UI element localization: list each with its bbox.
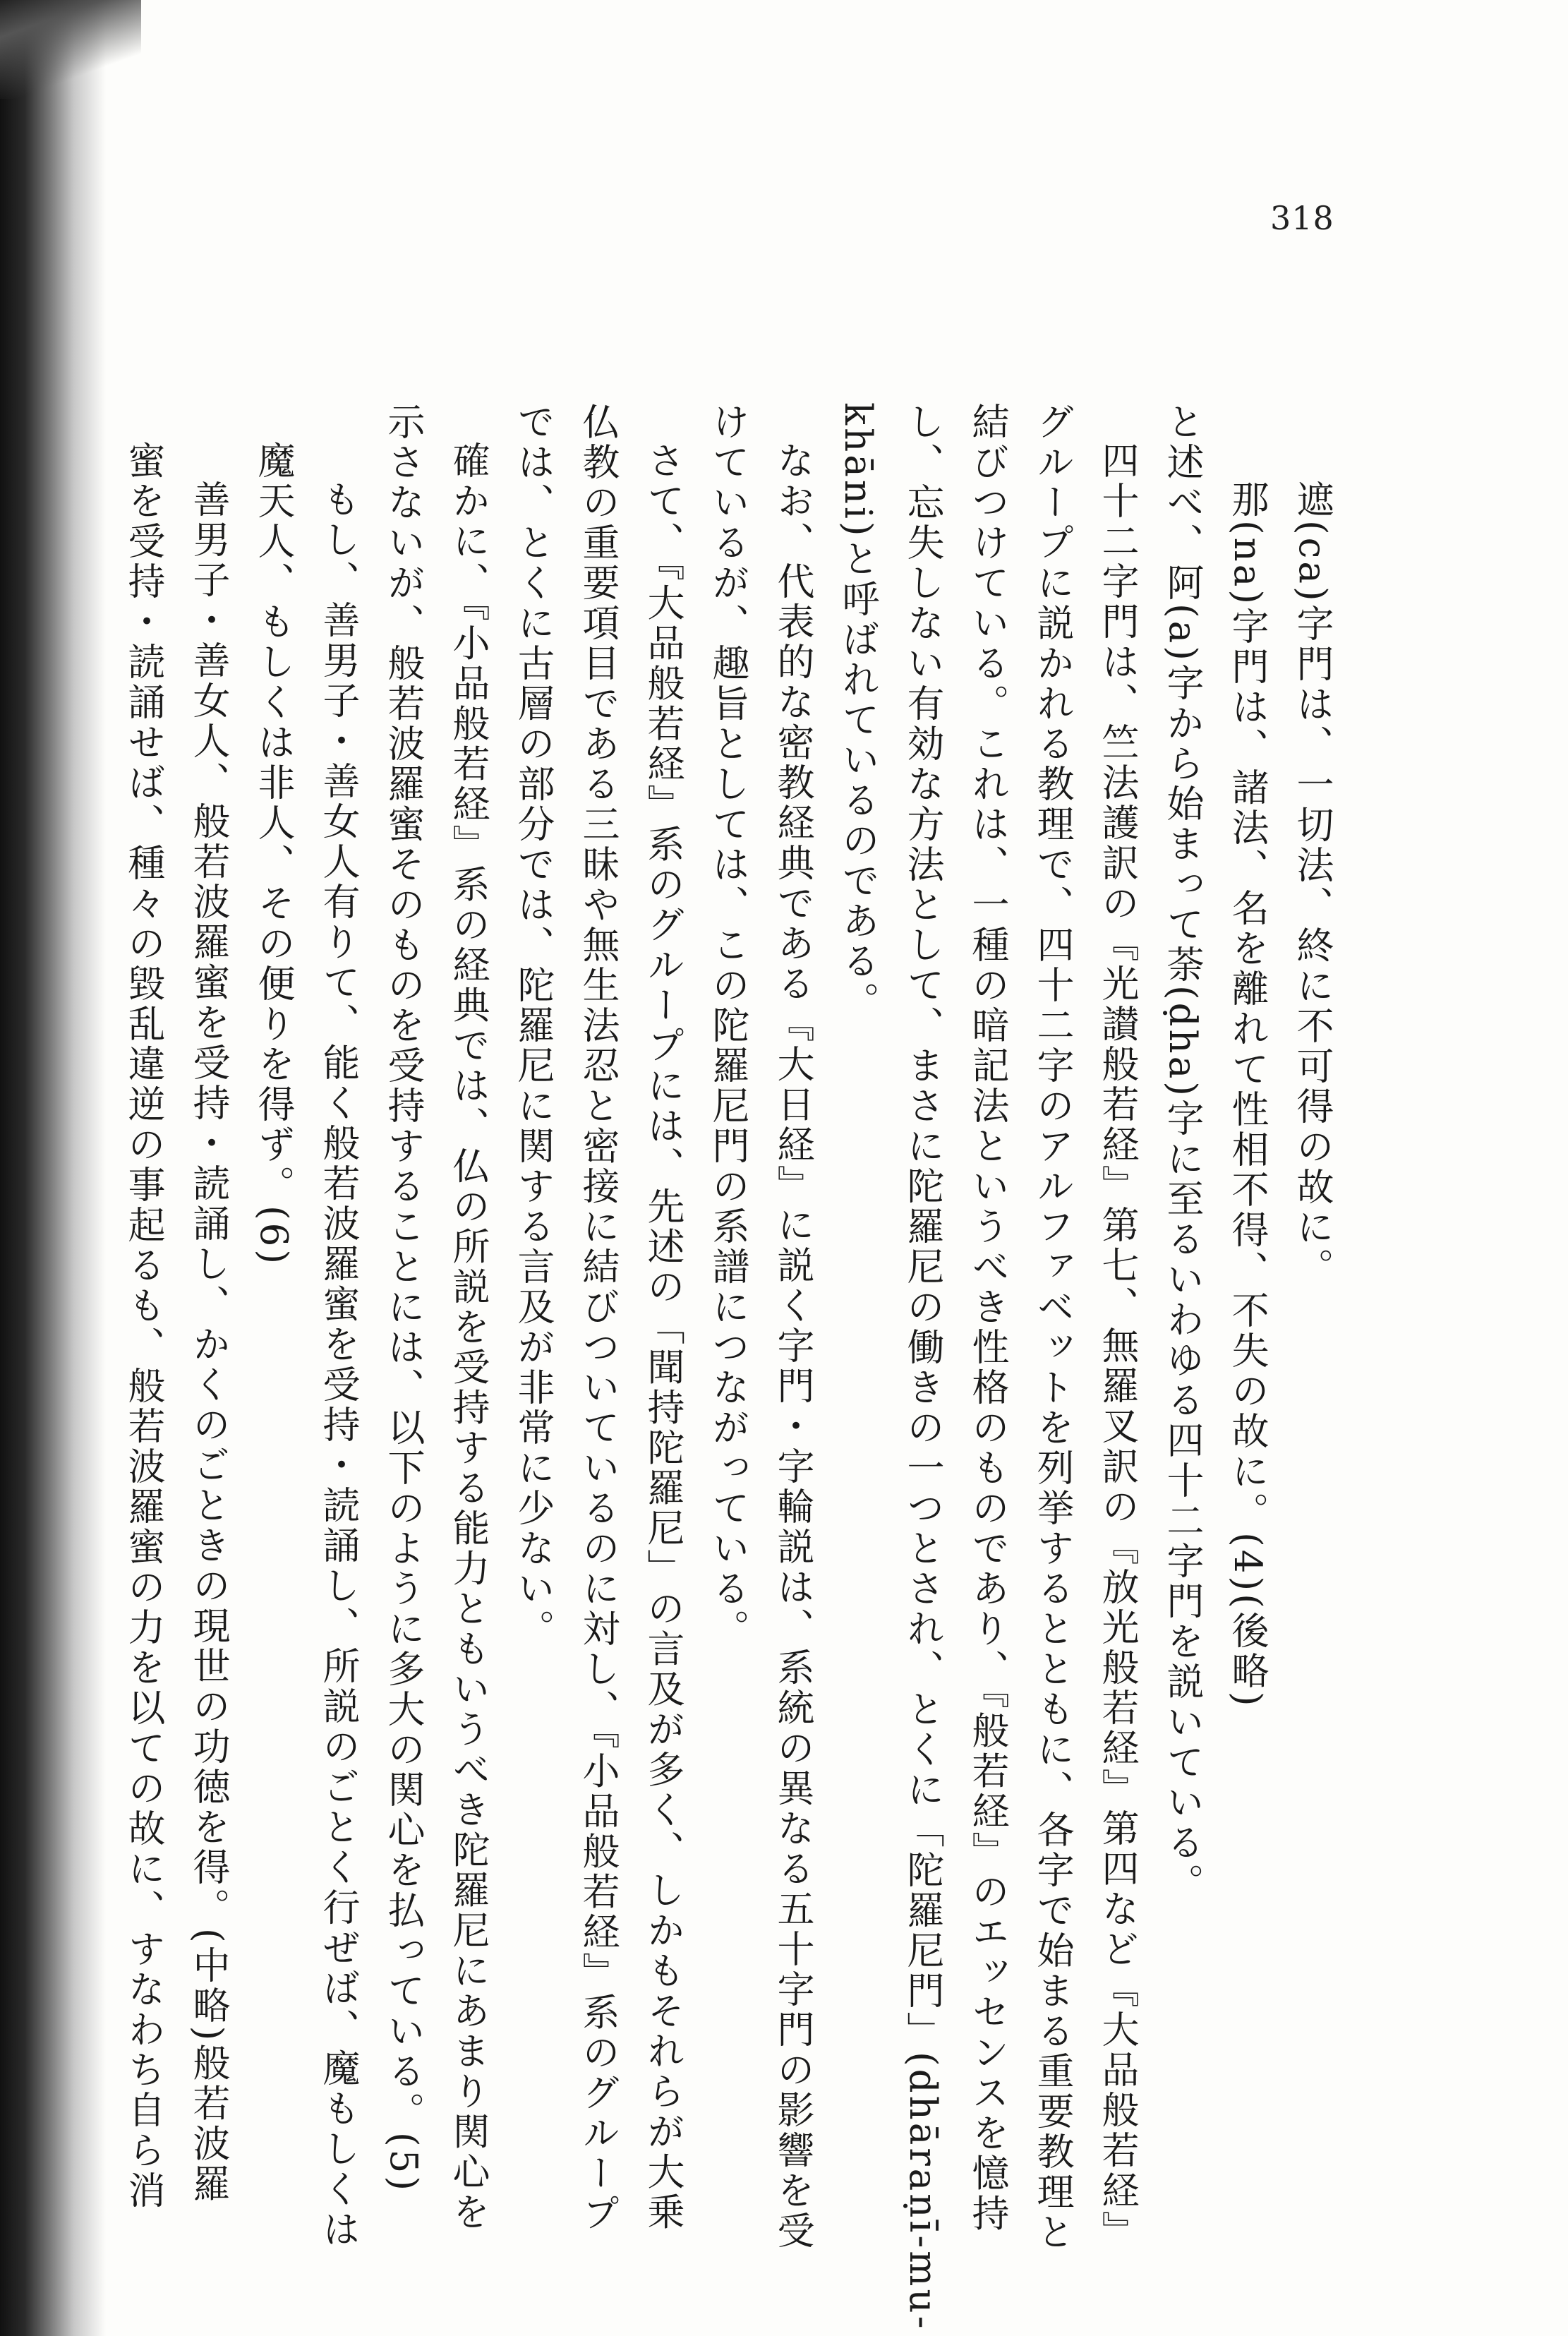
quote-line-2: 那(na)字門は、諸法、名を離れて性相不得、不失の故に。(4)(後略) bbox=[1226, 480, 1269, 1709]
body-line-8: けているが、趣旨としては、この陀羅尼門の系譜につながっている。 bbox=[706, 402, 749, 1649]
body-line-2: 四十二字門は、竺法護訳の『光讃般若経』第七、無羅叉訳の『放光般若経』第四など『大品般若経』 bbox=[1096, 441, 1139, 2251]
body-line-7: なお、代表的な密教経典である『大日経』に説く字門・字輪説は、系統の異なる五十字門の影響を受 bbox=[771, 441, 814, 2251]
body-line-4: 結びつけている。これは、一種の暗記法というべき性格のものであり、『般若経』のエッセンスを憶持 bbox=[966, 402, 1009, 2234]
quote-line-5: 善男子・善女人、般若波羅蜜を受持・読誦し、かくのごときの現世の功徳を得。(中略)般若波羅 bbox=[187, 480, 230, 2205]
scan-edge-shadow bbox=[0, 0, 106, 2336]
body-line-12: 確かに、『小品般若経』系の経典では、仏の所説を受持する能力ともいうべき陀羅尼にあまり関心を bbox=[447, 441, 490, 2233]
body-line-1: と述べ、阿(a)字から始まって荼(ḍha)字に至るいわゆる四十二字門を説いている。 bbox=[1161, 402, 1204, 1903]
body-line-6: khāni)と呼ばれているのである。 bbox=[836, 402, 879, 1022]
body-line-11: では、とくに古層の部分では、陀羅尼に関する言及が非常に少ない。 bbox=[512, 402, 555, 1649]
page-number: 318 bbox=[1270, 199, 1334, 237]
quote-line-4: 魔天人、もしくは非人、その便りを得ず。(6) bbox=[252, 441, 295, 1268]
body-line-3: グループに説かれる教理で、四十二字のアルファベットを列挙するとともに、各字で始まる重要教理と bbox=[1031, 402, 1074, 2253]
scan-corner-shadow bbox=[0, 0, 141, 99]
quote-line-1: 遮(ca)字門は、一切法、終に不可得の故に。 bbox=[1291, 480, 1334, 1288]
quote-line-3: もし、善男子・善女人有りて、能く般若波羅蜜を受持・読誦し、所説のごとく行ぜば、魔もしくは bbox=[317, 480, 360, 2250]
vertical-text-body bbox=[120, 402, 1334, 2332]
body-line-9: さて、『大品般若経』系のグループには、先述の「聞持陀羅尼」の言及が多く、しかもそれらが大乗 bbox=[641, 441, 685, 2233]
body-line-10: 仏教の重要項目である三昧や無生法忍と密接に結びついているのに対し、『小品般若経』系のグループ bbox=[577, 402, 620, 2234]
body-line-5: し、忘失しない有効な方法として、まさに陀羅尼の働きの一つとされ、とくに「陀羅尼門」(dhāraṇī-mu- bbox=[901, 402, 944, 2332]
quote-line-6: 蜜を受持・読誦せば、種々の毀乱違逆の事起るも、般若波羅蜜の力を以ての故に、すなわち自ら消 bbox=[122, 441, 165, 2211]
body-line-13: 示さないが、般若波羅蜜そのものを受持することには、以下のように多大の関心を払っている。(5) bbox=[382, 402, 425, 2194]
